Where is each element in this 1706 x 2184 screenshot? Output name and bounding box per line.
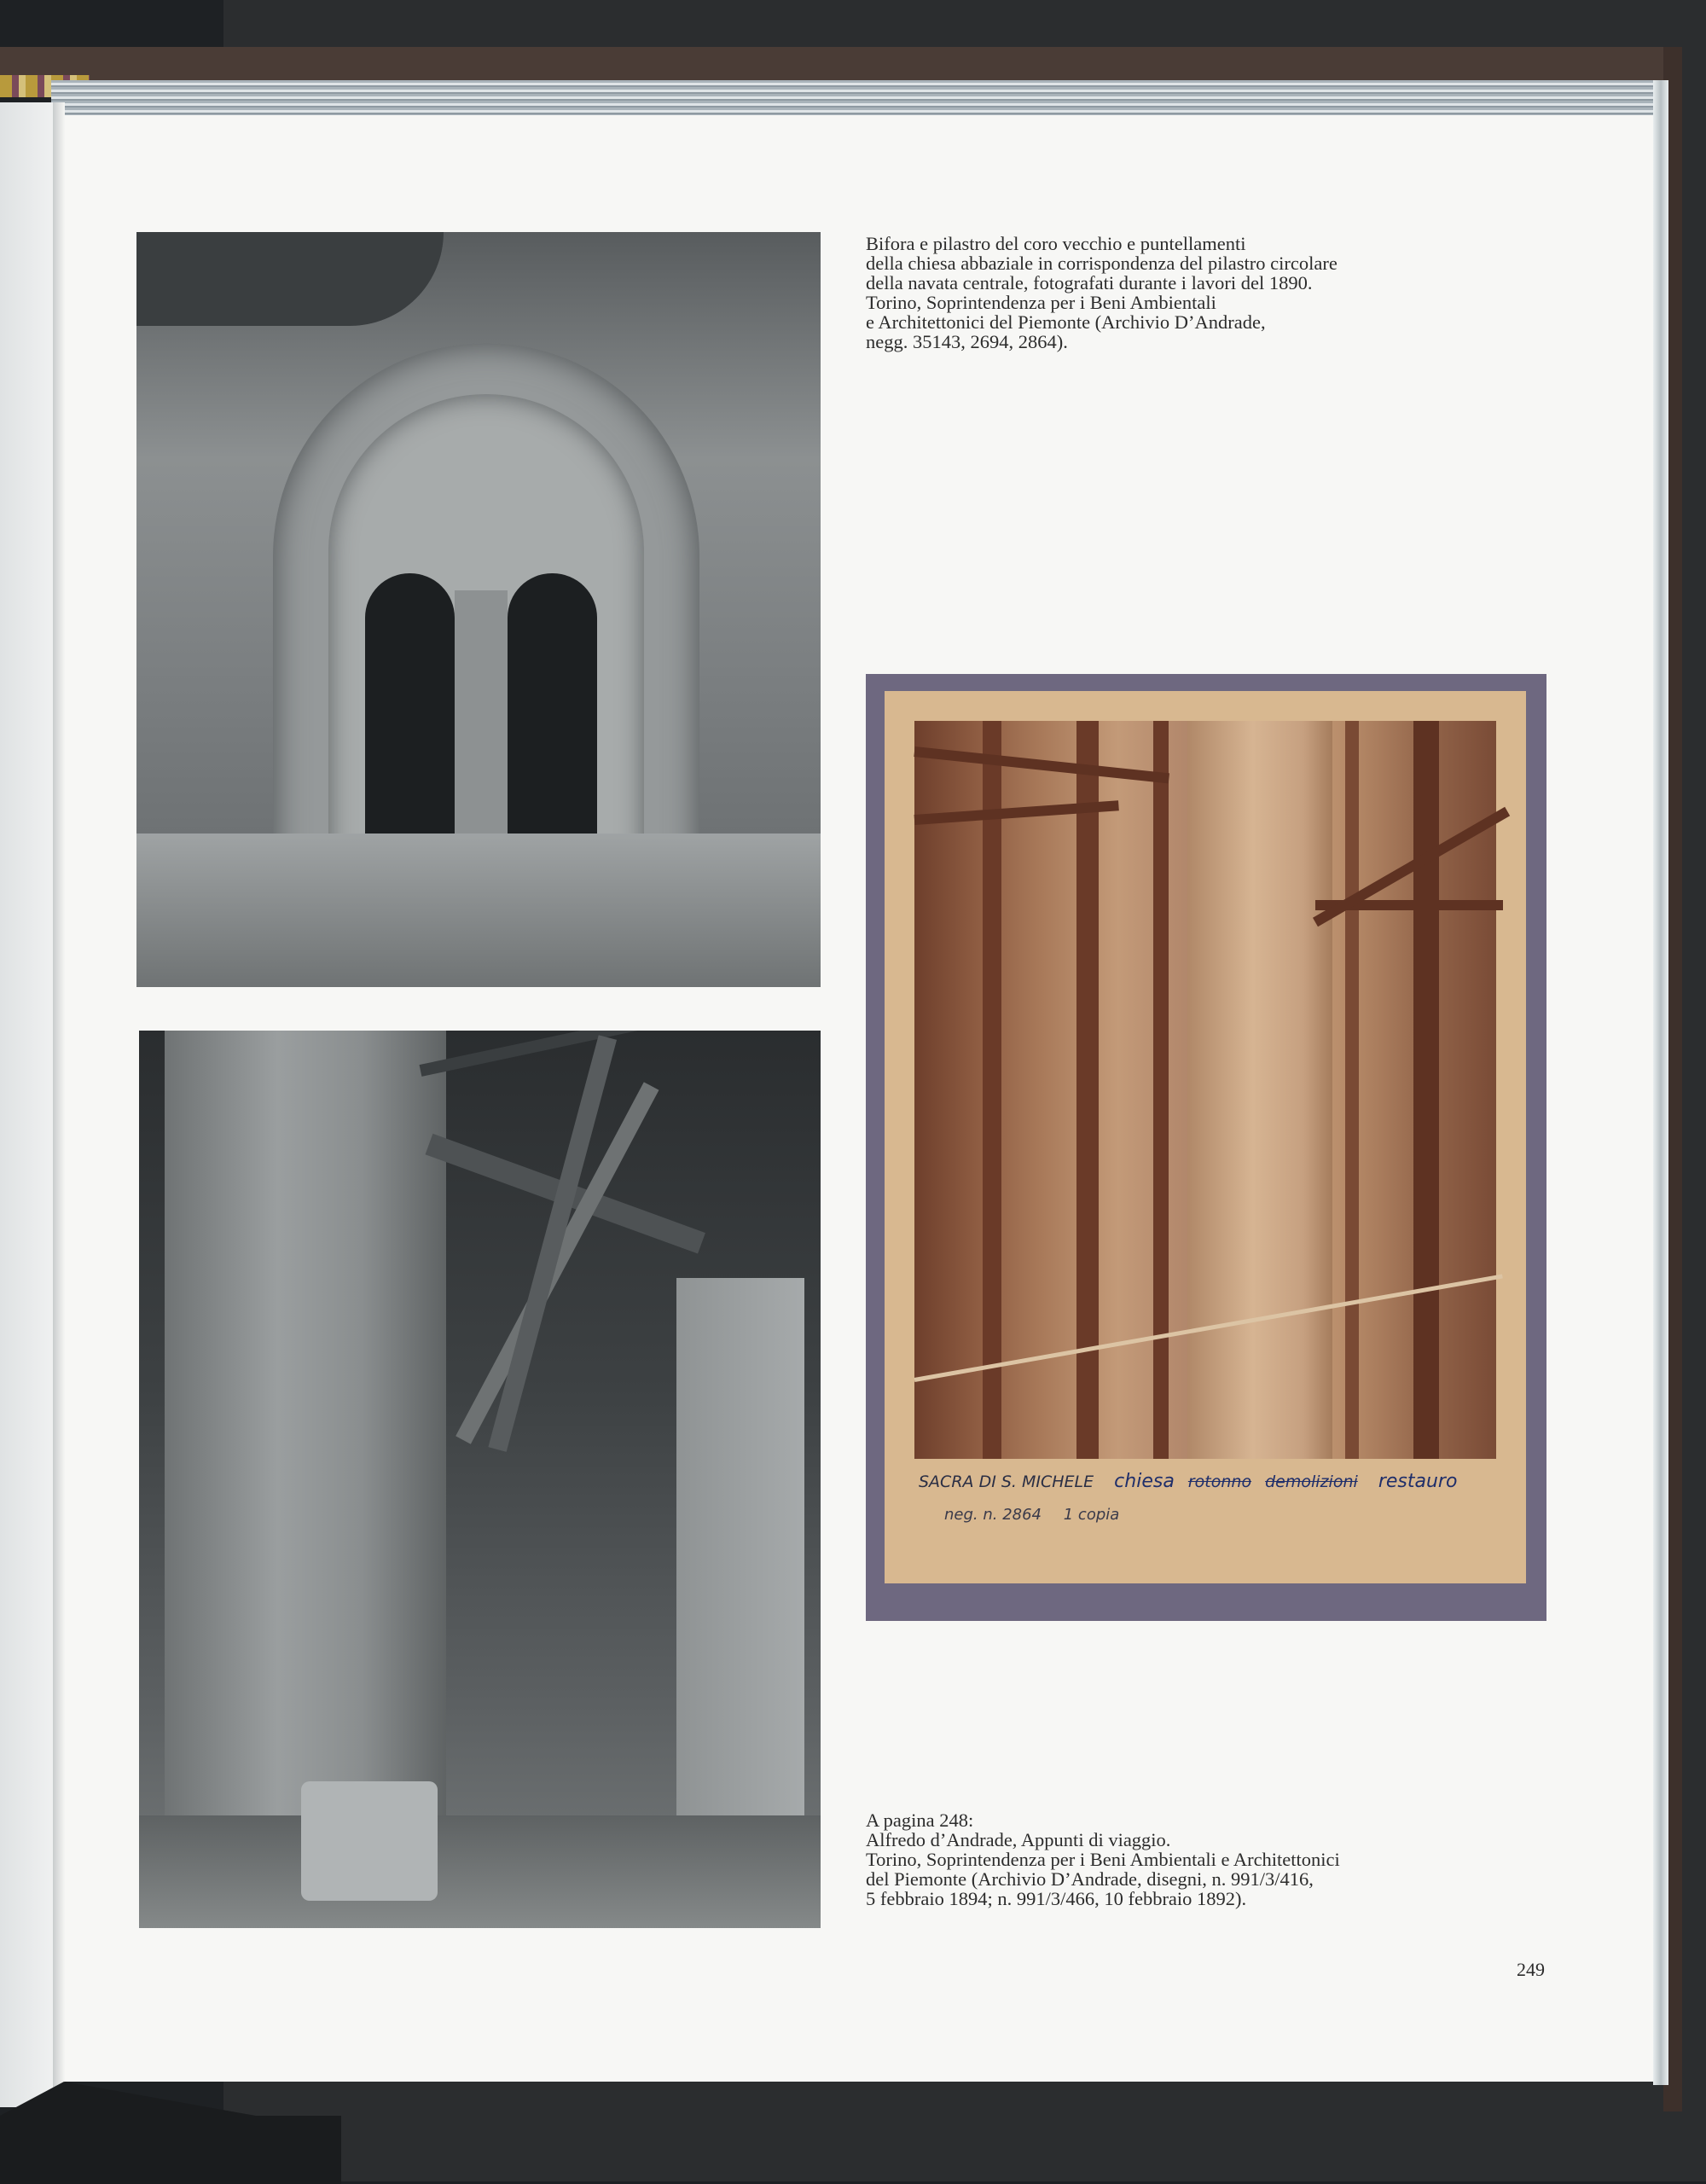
inscription-struck-word: rotonno [1187,1472,1252,1491]
archival-photo-card [885,691,1526,1583]
photo-circular-pillar [1187,721,1332,1459]
caption-line: A pagina 248: [866,1809,974,1831]
photo-shadow-region [136,232,444,326]
photo-window-sill [136,834,821,987]
caption-line: Torino, Soprintendenza per i Beni Ambientali [866,292,1216,313]
photo-mullion-column [455,590,508,838]
caption-line: 5 febbraio 1894; n. 991/3/466, 10 febbraio 1892). [866,1888,1247,1909]
inscription-line-2 [944,1506,1136,1524]
photo-shoring-timber [488,1035,617,1452]
caption-line: Alfredo d’Andrade, Appunti di viaggio. [866,1829,1171,1850]
caption-line: della chiesa abbaziale in corrispondenza del pilastro circolare [866,253,1338,274]
inscription-copy-count: 1 copia [1063,1506,1120,1524]
caption-line: della navata centrale, fotografati durante i lavori del 1890. [866,272,1313,293]
inscription-site: SACRA DI S. MICHELE [919,1472,1094,1491]
inscription-negative-number: neg. n. 2864 [944,1506,1042,1524]
photo-floor-debris [139,1815,821,1928]
photo-scaffold-post [1413,721,1439,1459]
sepia-photo-scaffolding [914,721,1496,1459]
gutter-shadow [53,102,65,2090]
photo-bifora-choir [136,232,821,987]
book-cover-top-edge [0,47,1680,81]
page-number: 249 [1517,1959,1545,1980]
caption-line: negg. 35143, 2694, 2864). [866,331,1068,352]
page-edges-right [1653,80,1668,2085]
photo-window-right [508,573,597,838]
photo-scaffold-post [983,721,1001,1459]
photo-scaffold-crossbar [914,746,1169,783]
photo-scaffold-post [1153,721,1169,1459]
photo-capital-fragments [301,1781,438,1901]
photo-stone-pier [676,1278,804,1892]
inscription-struck-word: demolizioni [1265,1472,1358,1491]
archival-photo-mount [866,674,1546,1621]
handwritten-inscription [919,1459,1507,1570]
photo-window-left [365,573,455,838]
inscription-line-1 [919,1471,1457,1492]
page-edges-top [51,80,1668,118]
photo-shoring-nave [139,1031,821,1928]
photo-scaffold-post [1345,721,1359,1459]
caption-line: Bifora e pilastro del coro vecchio e puntellamenti [866,233,1246,254]
caption-line: Torino, Soprintendenza per i Beni Ambientali e Architettonici [866,1849,1340,1870]
photo-shoring-timber [456,1082,659,1443]
caption-bottom [866,1810,1480,1908]
inscription-word: chiesa [1114,1471,1175,1492]
caption-top [866,234,1480,351]
caption-line: del Piemonte (Archivio D’Andrade, disegni, n. 991/3/416, [866,1868,1314,1890]
caption-line: e Architettonici del Piemonte (Archivio D’Andrade, [866,311,1266,333]
inscription-restauro: restauro [1378,1471,1458,1492]
